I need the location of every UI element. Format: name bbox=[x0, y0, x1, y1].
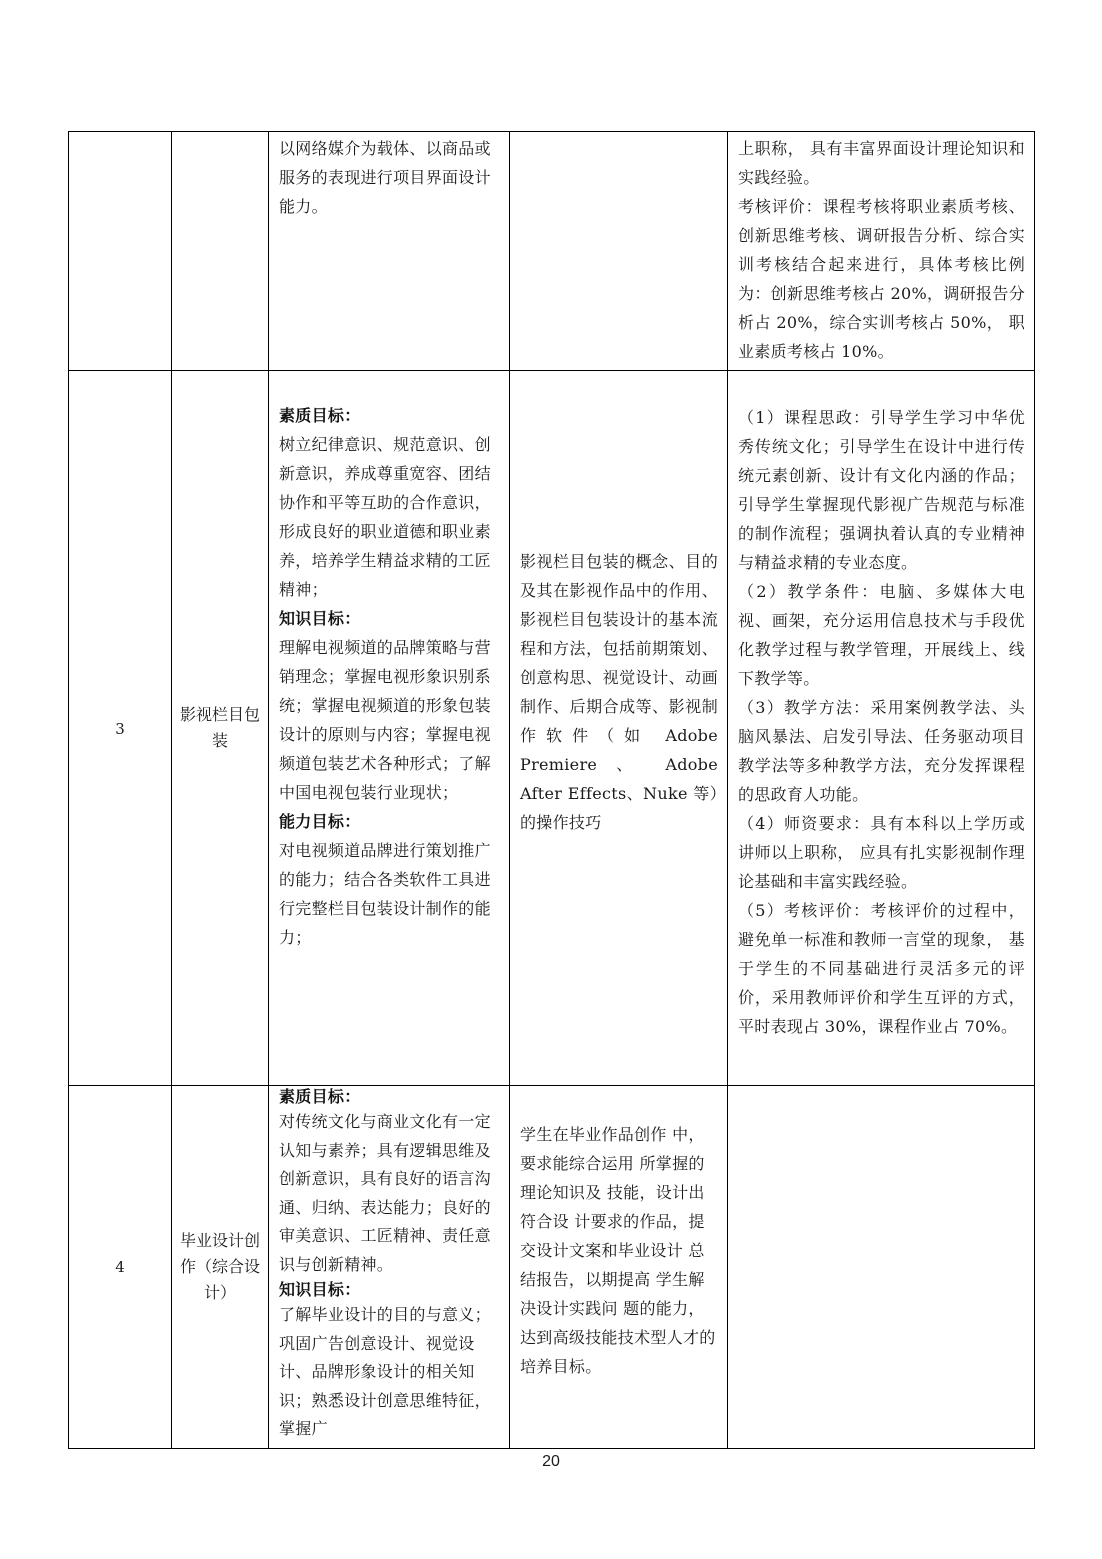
course-name-cell bbox=[172, 132, 269, 371]
course-name-cell: 影视栏目包装 bbox=[172, 371, 269, 1086]
goal-text: 对传统文化与商业文化有一定认知与素养；具有逻辑思维及创新意识，具有良好的语言沟通、归纳、表达能力；良好的审美意识、工匠精神、责任意识与创新精神。 bbox=[279, 1112, 491, 1274]
requirements-cell bbox=[728, 371, 1035, 1086]
row-number-cell: 3 bbox=[69, 371, 172, 1086]
curriculum-table bbox=[68, 131, 1035, 1449]
goal-heading: 知识目标： bbox=[279, 1280, 361, 1299]
requirement-text: （2）教学条件：电脑、多媒体大电视、画架，充分运用信息技术与手段优化教学过程与教学管理，开展线上、线下教学等。 bbox=[738, 582, 1025, 688]
requirement-text: （3）教学方法：采用案例教学法、头脑风暴法、启发引导法、任务驱动项目教学法等多种教学方法，充分发挥课程的思政育人功能。 bbox=[738, 698, 1025, 804]
content-cell: 学生在毕业作品创作 中，要求能综合运用 所掌握的理论知识及 技能，设计出符合设 计要求的作品，提交设计文案和毕业设计 总结报告，以期提高 学生解决设计实践问 题的能力，达到高级技能技术型人才的培养目标。 bbox=[510, 1086, 728, 1449]
requirements-cell bbox=[728, 132, 1035, 371]
requirement-text: （4）师资要求：具有本科以上学历或讲师以上职称， 应具有扎实影视制作理论基础和丰富实践经验。 bbox=[738, 814, 1025, 891]
content-cell bbox=[510, 132, 728, 371]
row-number-cell: 4 bbox=[69, 1086, 172, 1449]
content-cell: 影视栏目包装的概念、目的及其在影视作品中的作用、影视栏目包装设计的基本流程和方法，包括前期策划、创意构思、视觉设计、动画制作、后期合成等、影视制作软件（如 Adobe Premiere 、 Adobe After Effects、Nuke 等）的操作技巧 bbox=[510, 371, 728, 1086]
goal-text: 了解毕业设计的目的与意义；巩固广告创意设计、视觉设计、品牌形象设计的相关知识；熟悉设计创意思维特征，掌握广 bbox=[279, 1305, 491, 1438]
goals-cell bbox=[269, 371, 510, 1086]
goal-text: 树立纪律意识、规范意识、创新意识，养成尊重宽容、团结协作和平等互助的合作意识，形成良好的职业道德和职业素养，培养学生精益求精的工匠精神； bbox=[279, 435, 491, 599]
requirement-text: 考核评价：课程考核将职业素质考核、创新思维考核、调研报告分析、综合实训考核结合起来进行，具体考核比例为：创新思维考核占 20%，调研报告分析占 20%，综合实训考核占 50%， 职业素质考核占 10%。 bbox=[738, 197, 1025, 361]
table-row bbox=[69, 371, 1035, 1086]
goal-heading: 知识目标： bbox=[279, 609, 361, 628]
goal-heading: 素质目标： bbox=[279, 1087, 361, 1106]
row-number-cell bbox=[69, 132, 172, 371]
goals-cell bbox=[269, 132, 510, 371]
table-row bbox=[69, 132, 1035, 371]
goal-text: 理解电视频道的品牌策略与营销理念；掌握电视形象识别系统；掌握电视频道的形象包装设计的原则与内容；掌握电视频道包装艺术各种形式；了解中国电视包装行业现状； bbox=[279, 638, 491, 802]
requirements-cell bbox=[728, 1086, 1035, 1449]
goal-text: 对电视频道品牌进行策划推广的能力；结合各类软件工具进行完整栏目包装设计制作的能力； bbox=[279, 841, 491, 947]
goal-heading: 能力目标： bbox=[279, 812, 361, 831]
goal-heading: 素质目标： bbox=[279, 406, 361, 425]
table-row bbox=[69, 1086, 1035, 1449]
course-name-cell: 毕业设计创作（综合设计） bbox=[172, 1086, 269, 1449]
requirement-text: 上职称， 具有丰富界面设计理论知识和实践经验。 bbox=[738, 139, 1025, 187]
goals-cell bbox=[269, 1086, 510, 1449]
requirement-text: （1）课程思政：引导学生学习中华优秀传统文化；引导学生在设计中进行传统元素创新、设计有文化内涵的作品；引导学生掌握现代影视广告规范与标准的制作流程；强调执着认真的专业精神与精益求精的专业态度。 bbox=[738, 408, 1025, 572]
page-number: 20 bbox=[542, 1453, 560, 1470]
goal-text: 以网络媒介为载体、以商品或服务的表现进行项目界面设计能力。 bbox=[279, 139, 491, 216]
requirement-text: （5）考核评价：考核评价的过程中，避免单一标准和教师一言堂的现象， 基于学生的不同基础进行灵活多元的评价，采用教师评价和学生互评的方式，平时表现占 30%，课程作业占 70%。 bbox=[738, 901, 1025, 1036]
